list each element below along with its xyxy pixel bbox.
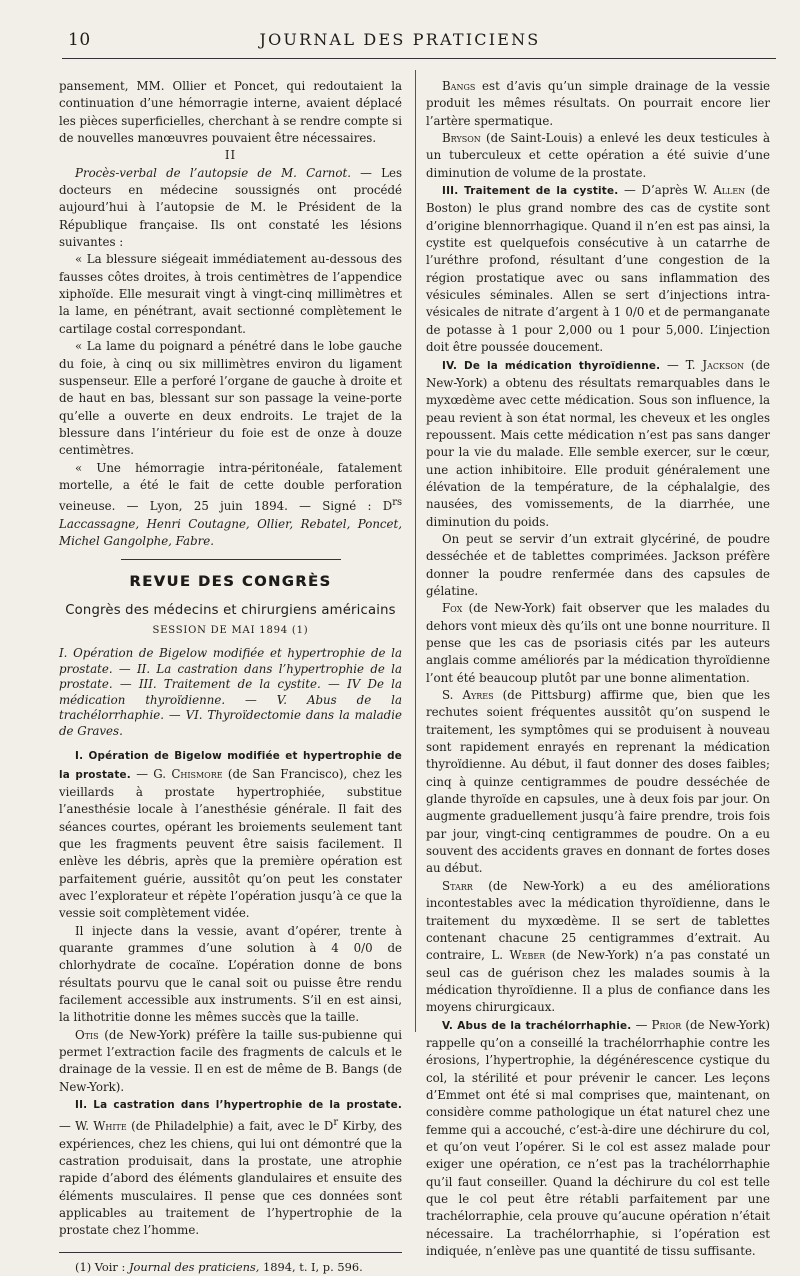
author-allen: Allen	[713, 183, 746, 198]
section-four-text: (de New-York) a obtenu des résultats remarquables dans le myxœdème avec cette médication. Sous son influence, la peau revient à son état normal, les cheveux et les ongles repoussent. Mais cette médication n’est pas sans danger pour la vie du malade. Elle semble exercer, sur le cœur, une action inhibitoire. Elle produit généralement une élévation de la température, de la céphalalgie, des nausées, des vomissements, de la diarrhée, une diminution du poids.	[426, 357, 771, 529]
paragraph-wound: « La blessure siégeait immédiatement au-dessous des fausses côtes droites, à trois centimètres de l’appendice xiphoïde. Elle mesurait vingt à vingt-cinq millimètres et la lame, en pénétrant, avait sectionné complètement le cartilage costal correspondant.	[59, 252, 402, 336]
paragraph-starr	[426, 878, 770, 1017]
paragraph-fox	[426, 600, 770, 687]
hemorrhage-text: « Une hémorragie intra-péritonéale, fatalement mortelle, a été le fait de cette double perforation veineuse. — Lyon, 25 juin 1894. — Signé : D	[59, 460, 402, 514]
starr-text-b: (de New-York) n’a pas constaté un seul cas de guérison chez les malades soumis à la médication thyroïdienne. Il a plus de confiance dans les moyens chirurgicaux.	[426, 948, 770, 1015]
author-bryson: Bryson	[442, 131, 481, 146]
running-title: JOURNAL DES PRATICIENS	[259, 30, 541, 49]
author-fox: Fox	[442, 601, 463, 616]
author-prior: Prior	[651, 1017, 682, 1032]
table-of-contents: I. Opération de Bigelow modifiée et hypertrophie de la prostate. — II. La castration dans l’hypertrophie de la prostate. — III. Traitement de la cystite. — IV De la médication thyroïdienne. — V. Abus de la trachélorrhaphie. — VI. Thyroïdectomie dans la maladie de Graves.	[59, 646, 402, 738]
paragraph-otis	[59, 1027, 402, 1096]
author-ayres: Ayres	[462, 688, 494, 703]
paragraph-bryson	[426, 130, 770, 182]
autopsy-title: Procès-verbal de l’autopsie de M. Carnot.	[75, 165, 351, 180]
doctor-superscript: r	[333, 1117, 339, 1129]
author-white: White	[93, 1119, 127, 1134]
separator-rule	[121, 559, 341, 560]
paragraph-liver: « La lame du poignard a pénétré dans le lobe gauche du foie, à cinq ou six millimètres environ du ligament suspenseur. Elle a perforé l’organe de gauche à droite et de haut en bas, blessant sur son passage la veine-porte qu’elle a ouverte en deux endroits. Le trajet de la blessure dans l’intérieur du foie est de onze à douze centimètres.	[59, 339, 402, 458]
paragraph-extract: On peut se servir d’un extrait glycériné, de poudre desséchée et de tablettes comprimées. Jackson préfère donner la poudre renfermée dans des capsules de gélatine.	[426, 531, 770, 598]
section-five-dash: —	[631, 1017, 652, 1032]
author-bangs: Bangs	[442, 79, 476, 93]
bangs-text: est d’avis qu’un simple drainage de la vessie produit les mêmes résultats. On pourrait encore lier l’artère spermatique.	[426, 79, 770, 128]
section-two-text-a: (de Philadelphie) a fait, avec le D	[126, 1119, 334, 1134]
section-number-two: II	[224, 148, 237, 163]
header-rule	[62, 58, 776, 59]
ayres-initial: S.	[442, 688, 463, 703]
page-number: 10	[68, 30, 91, 50]
footnote-journal: Journal des praticiens,	[128, 1259, 260, 1274]
section-two-dash: — W.	[59, 1119, 94, 1134]
section-two	[59, 1096, 402, 1240]
right-column	[426, 78, 770, 1260]
footnote-ref: 1894, t. I, p. 596.	[259, 1259, 363, 1274]
paragraph-autopsy-intro	[59, 165, 402, 252]
section-three-dash: — D’après W.	[618, 183, 714, 198]
fox-text: (de New-York) fait observer que les malades du dehors vont mieux dès qu’ils ont une bonne nourriture. Il pense que les cas de psoriasis cités par les auteurs anglais comme améliorés par la médication thyroïdienne l’ont été beaucoup plutôt par une bonne alimentation.	[426, 601, 770, 685]
section-four-heading: IV. De la médication thyroïdienne.	[442, 359, 661, 372]
section-four	[426, 357, 770, 531]
paragraph-hemorrhage	[59, 460, 402, 551]
autopsy-intro-text: — Les docteurs en médecine soussignés ont procédé aujourd’hui à l’autopsie de M. le Président de la République française. Ils ont constaté les lésions suivantes :	[59, 165, 403, 250]
section-three-heading: III. Traitement de la cystite.	[442, 185, 619, 198]
left-column	[59, 78, 402, 1276]
paragraph-bangs	[426, 78, 770, 130]
congres-title: Congrès des médecins et chirurgiens américains	[65, 602, 396, 618]
section-five-text: (de New-York) rappelle qu’on a conseillé la trachélorrhaphie contre les érosions, l’hypertrophie, la dégénérescence cystique du col, la stérilité et pour prévenir le cancer. Les leçons d’Emmet ont été si mal comprises que, maintenant, on considère comme pathologique un état naturel chez une femme qui a accouché, c’est-à-dire une déchirure du col, et qu’on veut l’opérer. Si le col est assez malade pour exiger une opération, ce n’est pas la trachélorrhaphie qu’il faut conseiller. Quand la déchirure du col est telle que le col peut être rétabli parfaitement par une trachélorraphie, cela prouve qu’aucune opération n’était nécessaire. La trachélorrhaphie, si l’opération est indiquée, n’enlève pas une quantité de tissu suffisante.	[426, 1017, 771, 1259]
footnote-rule	[59, 1252, 402, 1253]
footnote-text: (1) Voir :	[75, 1259, 129, 1274]
section-three-text: (de Boston) le plus grand nombre des cas de cystite sont d’origine blennorrhagique. Quand il n’en est pas ainsi, la cystite est quelquefois consécutive à un catarrhe de l’uréthre profond, résultant d’une congestion de la région prostatique avec ou sans inflammation des vésicules séminales. Allen se sert d’injections intra-vésicales de nitrate d’argent à 1 0/0 et de permanganate de potasse à 1 pour 2,000 ou 1 pour 5,000. L’injection doit être poussée doucement.	[426, 183, 770, 355]
session-line: SESSION DE MAI 1894 (1)	[152, 624, 309, 636]
section-five	[426, 1017, 770, 1261]
ayres-text: (de Pittsburg) affirme que, bien que les rechutes soient fréquentes aussitôt qu’on suspend le traitement, les symptômes qui se produisent à nouveau sont rapidement enrayés en reprenant la médication thyroïdienne. Au début, il faut donner des doses faibles; cinq à quinze centigrammes de poudre desséchée de glande thyroïde en capsules, une à deux fois par jour. On augmente graduellement jusqu’à faire prendre, trois fois par jour, vingt-cinq centigrammes de poudre. On a eu souvent des accidents graves en donnant de fortes doses au début.	[426, 688, 770, 876]
author-starr: Starr	[442, 878, 473, 893]
paragraph-bandage: pansement, MM. Ollier et Poncet, qui redoutaient la continuation d’une hémorragie interne, avaient déplacé les pièces superficielles, cherchant à se rendre compte si de nouvelles manœuvres pouvaient être nécessaires.	[59, 79, 402, 146]
author-jackson: Jackson	[702, 357, 745, 372]
revue-title: REVUE DES CONGRÈS	[129, 574, 332, 591]
section-two-text-b: Kirby, des expériences, chez les chiens, qui lui ont démontré que la castration produisait, dans la prostate, une atrophie rapide d’abord des éléments glandulaires et ensuite des éléments musculaires. Il pense que ces données sont applicables au traitement de l’hypertrophie de la prostate chez l’homme.	[59, 1119, 403, 1238]
doctors-superscript: rs	[392, 497, 402, 509]
paragraph-ayres	[426, 687, 770, 878]
paragraph-injection: Il injecte dans la vessie, avant d’opérer, trente à quarante grammes d’une solution à 4 0/0 de chlorhydrate de cocaïne. L’opération donne de bons résultats pourvu que le canal soit ou puisse être rendu facilement accessible aux instruments. S’il en est ainsi, la lithotritie donne les mêmes succès que la taille.	[59, 923, 402, 1025]
section-one-text: (de San Francisco), chez les vieillards à prostate hypertrophiée, substitue l’anesthésie locale à l’anesthésie générale. Il fait des séances courtes, opérant les broiements seulement tant que les fragments peuvent être saisis facilement. Il enlève les débris, après que la première opération est parfaitement guérie, aussitôt qu’on peut les constater avec l’explorateur et répète l’opération jusqu’à ce que la vessie soit complètement vidée.	[59, 766, 402, 921]
section-five-heading: V. Abus de la trachélorrhaphie.	[442, 1019, 632, 1032]
section-one-dash: — G.	[130, 766, 172, 781]
column-divider	[415, 70, 416, 1032]
section-four-dash: — T.	[660, 357, 703, 372]
section-two-heading: II. La castration dans l’hypertrophie de la prostate.	[75, 1099, 402, 1112]
signatories: Laccassagne, Henri Coutagne, Ollier, Rebatel, Poncet, Michel Gangolphe, Fabre.	[59, 516, 402, 548]
section-three	[426, 182, 770, 356]
starr-text-a: (de New-York) a eu des améliorations incontestables avec la médication thyroïdienne, dans le traitement du myxœdème. Il se sert de tablettes contenant chacune 25 centigrammes d’extrait. Au contraire, L.	[426, 878, 770, 963]
section-one-heading: I. Opération de Bigelow modifiée et hypertrophie de la prostate.	[59, 750, 402, 781]
footnote	[59, 1259, 402, 1276]
author-otis: Otis	[75, 1027, 99, 1042]
otis-text: (de New-York) préfère la taille sus-pubienne qui permet l’extraction facile des fragments de calculs et le drainage de la vessie. Il en est de même de B. Bangs (de New-York).	[59, 1027, 402, 1094]
author-weber: Weber	[509, 948, 546, 963]
bryson-text: (de Saint-Louis) a enlevé les deux testicules à un tuberculeux et cette opération a été suivie d’une diminution de volume de la prostate.	[426, 131, 770, 180]
section-one	[59, 747, 402, 922]
author-chismore: Chismore	[171, 766, 223, 781]
